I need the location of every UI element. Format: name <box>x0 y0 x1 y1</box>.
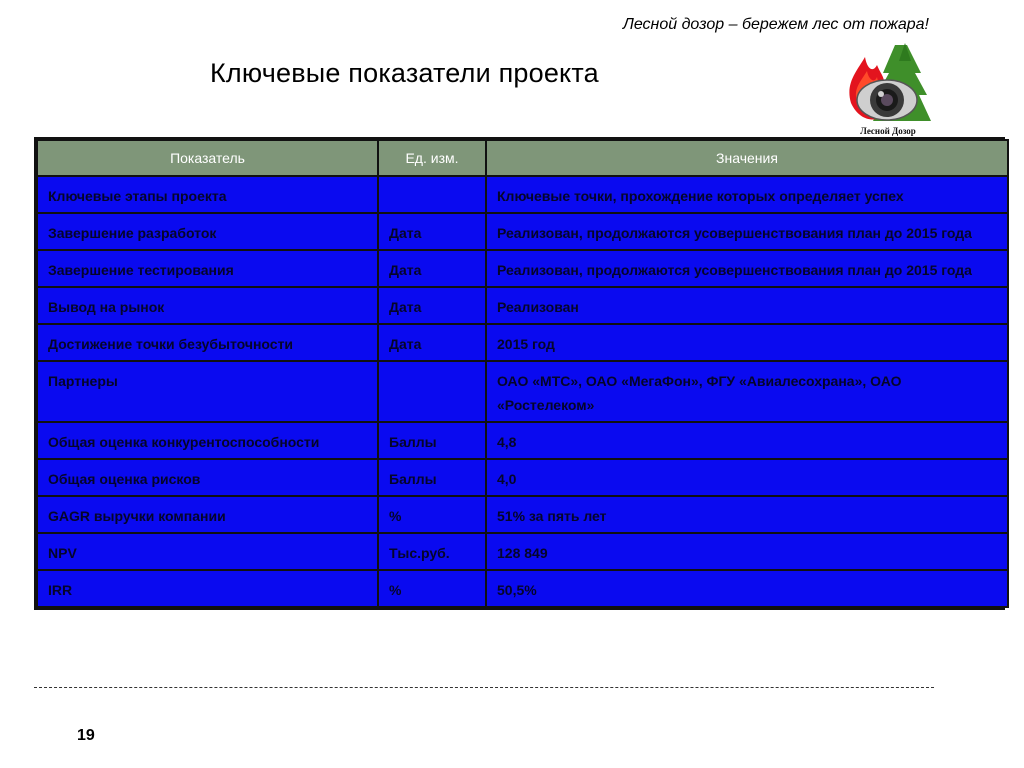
cell-indicator: NPV <box>37 533 378 570</box>
column-header-values: Значения <box>486 140 1008 176</box>
table-row <box>37 361 1008 422</box>
cell-value: Реализован <box>486 287 1008 324</box>
cell-indicator: Общая оценка рисков <box>37 459 378 496</box>
table-row <box>37 213 1008 250</box>
table-row <box>37 324 1008 361</box>
table-row <box>37 570 1008 607</box>
cell-unit <box>378 176 486 213</box>
indicators-table <box>34 137 1005 610</box>
table-row <box>37 287 1008 324</box>
cell-indicator: Завершение тестирования <box>37 250 378 287</box>
cell-unit: Баллы <box>378 459 486 496</box>
cell-indicator: Завершение разработок <box>37 213 378 250</box>
table-row <box>37 250 1008 287</box>
cell-indicator: Ключевые этапы проекта <box>37 176 378 213</box>
cell-value: 2015 год <box>486 324 1008 361</box>
cell-unit: Дата <box>378 213 486 250</box>
table-header-row <box>37 140 1008 176</box>
cell-indicator: Достижение точки безубыточности <box>37 324 378 361</box>
table-row <box>37 422 1008 459</box>
cell-value: Реализован, продолжаются усовершенствования план до 2015 года <box>486 250 1008 287</box>
column-header-indicator: Показатель <box>37 140 378 176</box>
cell-unit <box>378 361 486 422</box>
table-row <box>37 496 1008 533</box>
cell-value: 50,5% <box>486 570 1008 607</box>
cell-unit: Баллы <box>378 422 486 459</box>
cell-indicator: Общая оценка конкурентоспособности <box>37 422 378 459</box>
cell-indicator: IRR <box>37 570 378 607</box>
page-number: 19 <box>77 727 95 744</box>
cell-unit: Дата <box>378 287 486 324</box>
cell-value: 51% за пять лет <box>486 496 1008 533</box>
cell-value: 4,0 <box>486 459 1008 496</box>
slide-title: Ключевые показатели проекта <box>210 58 599 88</box>
column-header-unit: Ед. изм. <box>378 140 486 176</box>
cell-value: Ключевые точки, прохождение которых определяет успех <box>486 176 1008 213</box>
table-row <box>37 533 1008 570</box>
cell-value: 4,8 <box>486 422 1008 459</box>
cell-unit: Дата <box>378 250 486 287</box>
cell-unit: % <box>378 496 486 533</box>
logo-caption: Лесной Дозор <box>860 126 916 136</box>
cell-value: ОАО «МТС», ОАО «МегаФон», ФГУ «Авиалесохрана», ОАО «Ростелеком» <box>486 361 1008 422</box>
cell-unit: % <box>378 570 486 607</box>
dashed-divider <box>34 687 934 688</box>
logo-icon <box>843 43 933 138</box>
cell-value: 128 849 <box>486 533 1008 570</box>
cell-indicator: Вывод на рынок <box>37 287 378 324</box>
slide-tagline: Лесной дозор – бережем лес от пожара! <box>622 16 929 33</box>
table-row <box>37 459 1008 496</box>
cell-indicator: Партнеры <box>37 361 378 422</box>
cell-value: Реализован, продолжаются усовершенствования план до 2015 года <box>486 213 1008 250</box>
cell-unit: Дата <box>378 324 486 361</box>
cell-indicator: GAGR выручки компании <box>37 496 378 533</box>
table-row <box>37 176 1008 213</box>
cell-unit: Тыс.руб. <box>378 533 486 570</box>
